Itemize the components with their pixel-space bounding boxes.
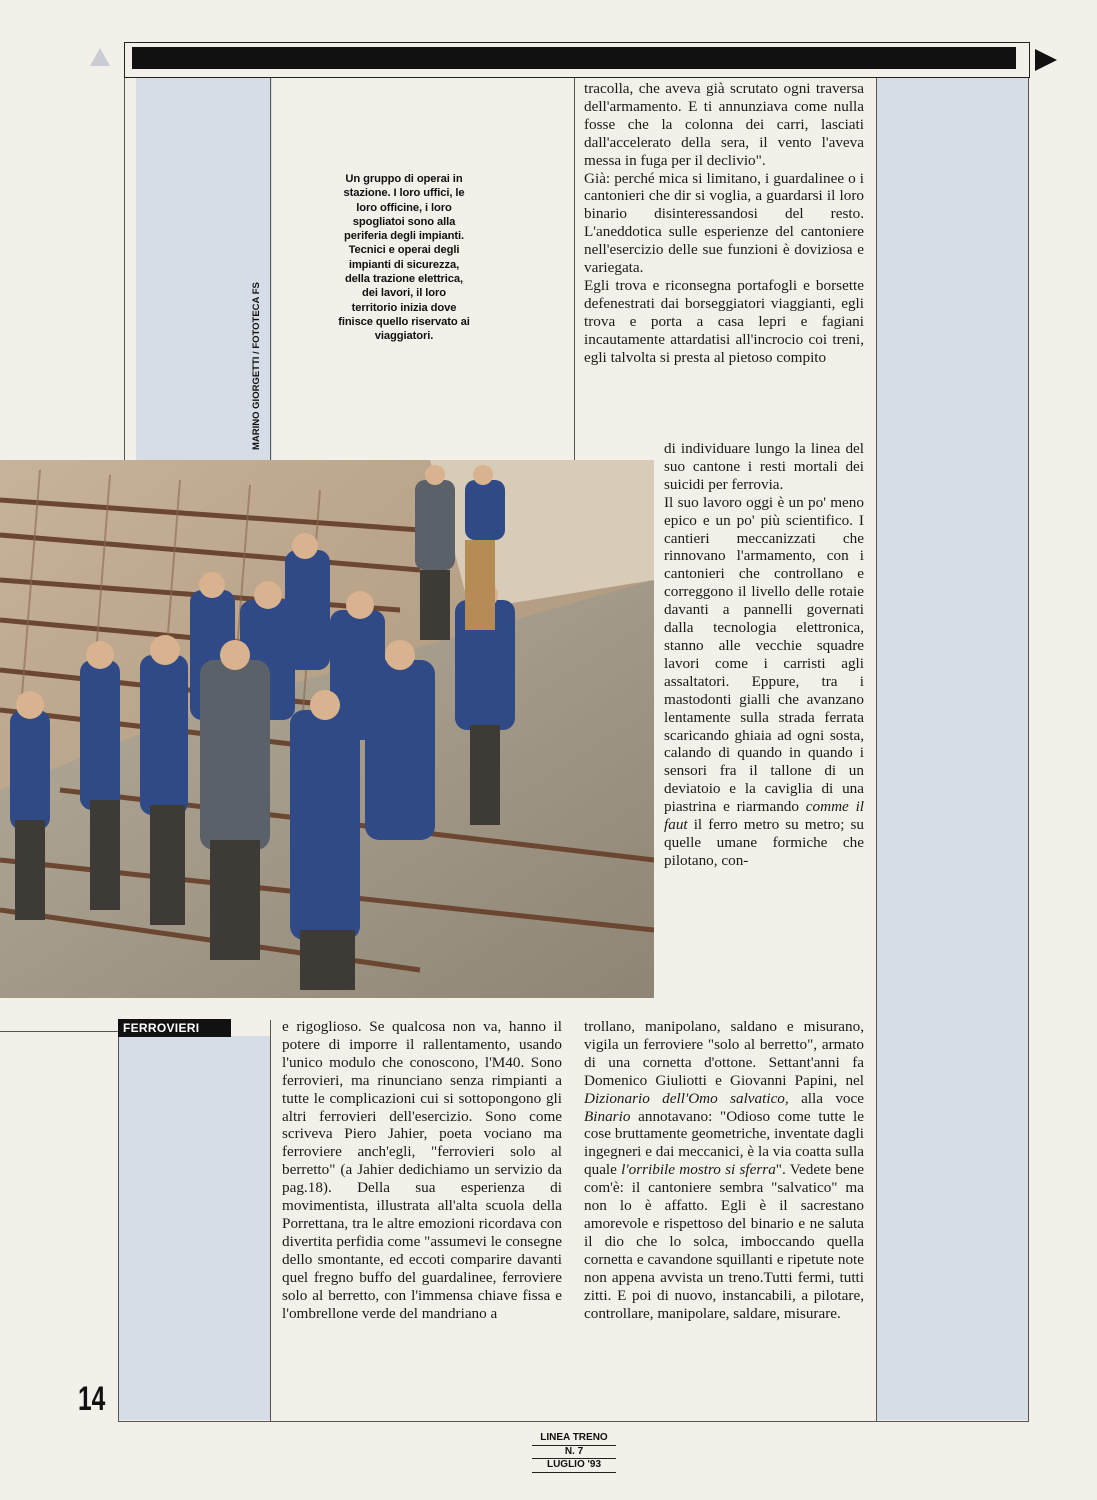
paragraph: Egli trova e riconsegna portafogli e borsette defenestrati dai borseggiatori viaggianti, egli trova e porta a casa lepri e fagiani incautamente attardatisi all'incrocio coi treni, egli talvolta si presta al pietoso compito (584, 276, 864, 366)
paragraph: di individuare lungo la linea del suo cantone i resti mortali dei suicidi per ferrovia. (664, 440, 864, 493)
footer-issue: N. 7 (532, 1446, 616, 1460)
arrow-right-icon (1035, 49, 1057, 71)
italic-phrase: l'orribile mostro si sferra (621, 1161, 776, 1179)
italic-phrase: Dizionario dell'Omo salvatico, (584, 1089, 789, 1107)
bottom-rule (118, 1421, 1029, 1422)
col-divider-2 (574, 76, 575, 460)
text-span: alla voce (801, 1089, 865, 1107)
footer (532, 1432, 616, 1473)
italic-phrase: comme il faut (664, 798, 865, 834)
middle-column-bottom-text (282, 1018, 562, 1322)
section-label: FERROVIERI (118, 1019, 231, 1037)
photo-illustration (0, 460, 654, 998)
paragraph: e rigoglioso. Se qualcosa non va, hanno il potere di imporre il rallentamento, usando l'unico modulo che conoscono, l'M40. Sono ferrovieri, ma rinunciano senza rimpianti a tutte le complicazioni cui si sottopongono gli altri ferrovieri dell'esercizio. Sono come scriveva Piero Jahier, poeta vociano ma ferroviere anch'egli, "ferrovieri solo al berretto" (a Jahier dedichiamo un servizio da pag.18). Della sua esperienza di movimentista, illustrata all'alta scuola della Porrettana, tra le altre emozioni ricordava con divertita perfidia come "assumevi le consegne dello smontante, ed eccoti comparire davanti quel fregno buffo del guardalinee, ferroviere solo al berretto, con l'immensa chiave fissa e l'ombrellone verde del mandriano a (282, 1018, 562, 1322)
workers-photo (0, 460, 654, 998)
paragraph: tracolla, che aveva già scrutato ogni traversa dell'armamento. E ti annunziava come nulla fosse che la colonna dei carri, lasciati dall'accelerato della sera, il vento l'aveva messa in fuga per il declivio". (584, 80, 864, 169)
section-rule (0, 1031, 118, 1032)
left-blue-panel-lower (118, 1036, 270, 1420)
paragraph (584, 1018, 864, 1322)
italic-phrase: Binario (584, 1107, 631, 1125)
col-divider-1-lower (270, 1020, 271, 1422)
right-frame-line (1028, 76, 1029, 1422)
right-margin-panel (876, 78, 1028, 1420)
right-column-top-text (584, 80, 864, 367)
text-span: annotavano: "Odioso come tutte le cose bruttamente geometriche, inventate dagli ingegneri e dai meccanici, è la via coatta sulla quale (584, 1107, 864, 1179)
left-frame-line-lower (118, 1020, 119, 1422)
page-number: 14 (78, 1380, 106, 1418)
right-column-bottom-text (584, 1018, 864, 1322)
text-span: il ferro metro su metro; su quelle umane formiche che pilotano, con- (664, 816, 865, 869)
footer-magazine: LINEA TRENO (532, 1432, 616, 1446)
col-divider-3 (876, 76, 877, 1422)
left-frame-line (124, 76, 125, 460)
photo-caption: Un gruppo di operai in stazione. I loro uffici, le loro officine, i loro spogliatoi sono alla periferia degli impianti. Tecnici e operai degli impianti di sicurezza, della trazione elettrica, dei lavori, il loro territorio inizia dove finisce quello riservato ai viaggiatori. (338, 173, 470, 343)
triangle-icon (90, 48, 110, 66)
paragraph: Già: perché mica si limitano, i guardalinee o i cantonieri che dir si voglia, a guardarsi il loro binario disinteressandosi del resto. L'aneddotica sulle esperienze del cantoniere nell'esercizio delle sue funzioni è doviziosa e variegata. (584, 169, 864, 277)
header-bar (132, 47, 1016, 69)
text-span: Il suo lavoro oggi è un po' meno epico e un po' più scientifico. I cantieri meccanizzati che rinnovano l'armamento, con i cantonieri che controllano e correggono il livello delle rotaie davanti a pannelli governati dalla tecnologia elettronica, stanno alle vecchie squadre lavori come i carristi agli assaltatori. Eppure, tra i mastodonti gialli che avanzano lentamente sulla strada ferrata scaricando ghiaia ad ogni sosta, calando di quando in quando i sensori fra il tallone di un deviatoio e la caviglia di una piastrina e riarmando (664, 493, 864, 816)
paragraph (664, 494, 864, 870)
photo-credit: MARINO GIORGETTI / FOTOTECA FS (251, 282, 262, 450)
footer-date: LUGLIO '93 (532, 1459, 616, 1473)
col-divider-1 (270, 76, 271, 460)
text-span: trollano, manipolano, saldano e misurano, vigila un ferroviere "solo al berretto", armato di una cornetta d'ottone. Settant'anni fa Domenico Giuliotti e Giovanni Papini, nel (584, 1018, 864, 1089)
text-span: ". Vedete bene com'è: il cantoniere sembra "salvatico" ma non lo è affatto. Egli è il sacrestano amorevole e rispettoso del binario e ne saluta il dio che lo solca, imboccando quella cornetta e cavandone squillanti e ripetute note non appena avvista un treno.Tutti fermi, tutti zitti. E poi di nuovo, instancabili, a pilotare, controllare, manipolare, saldare, misurare. (584, 1161, 864, 1322)
right-column-narrow-text (664, 440, 864, 870)
